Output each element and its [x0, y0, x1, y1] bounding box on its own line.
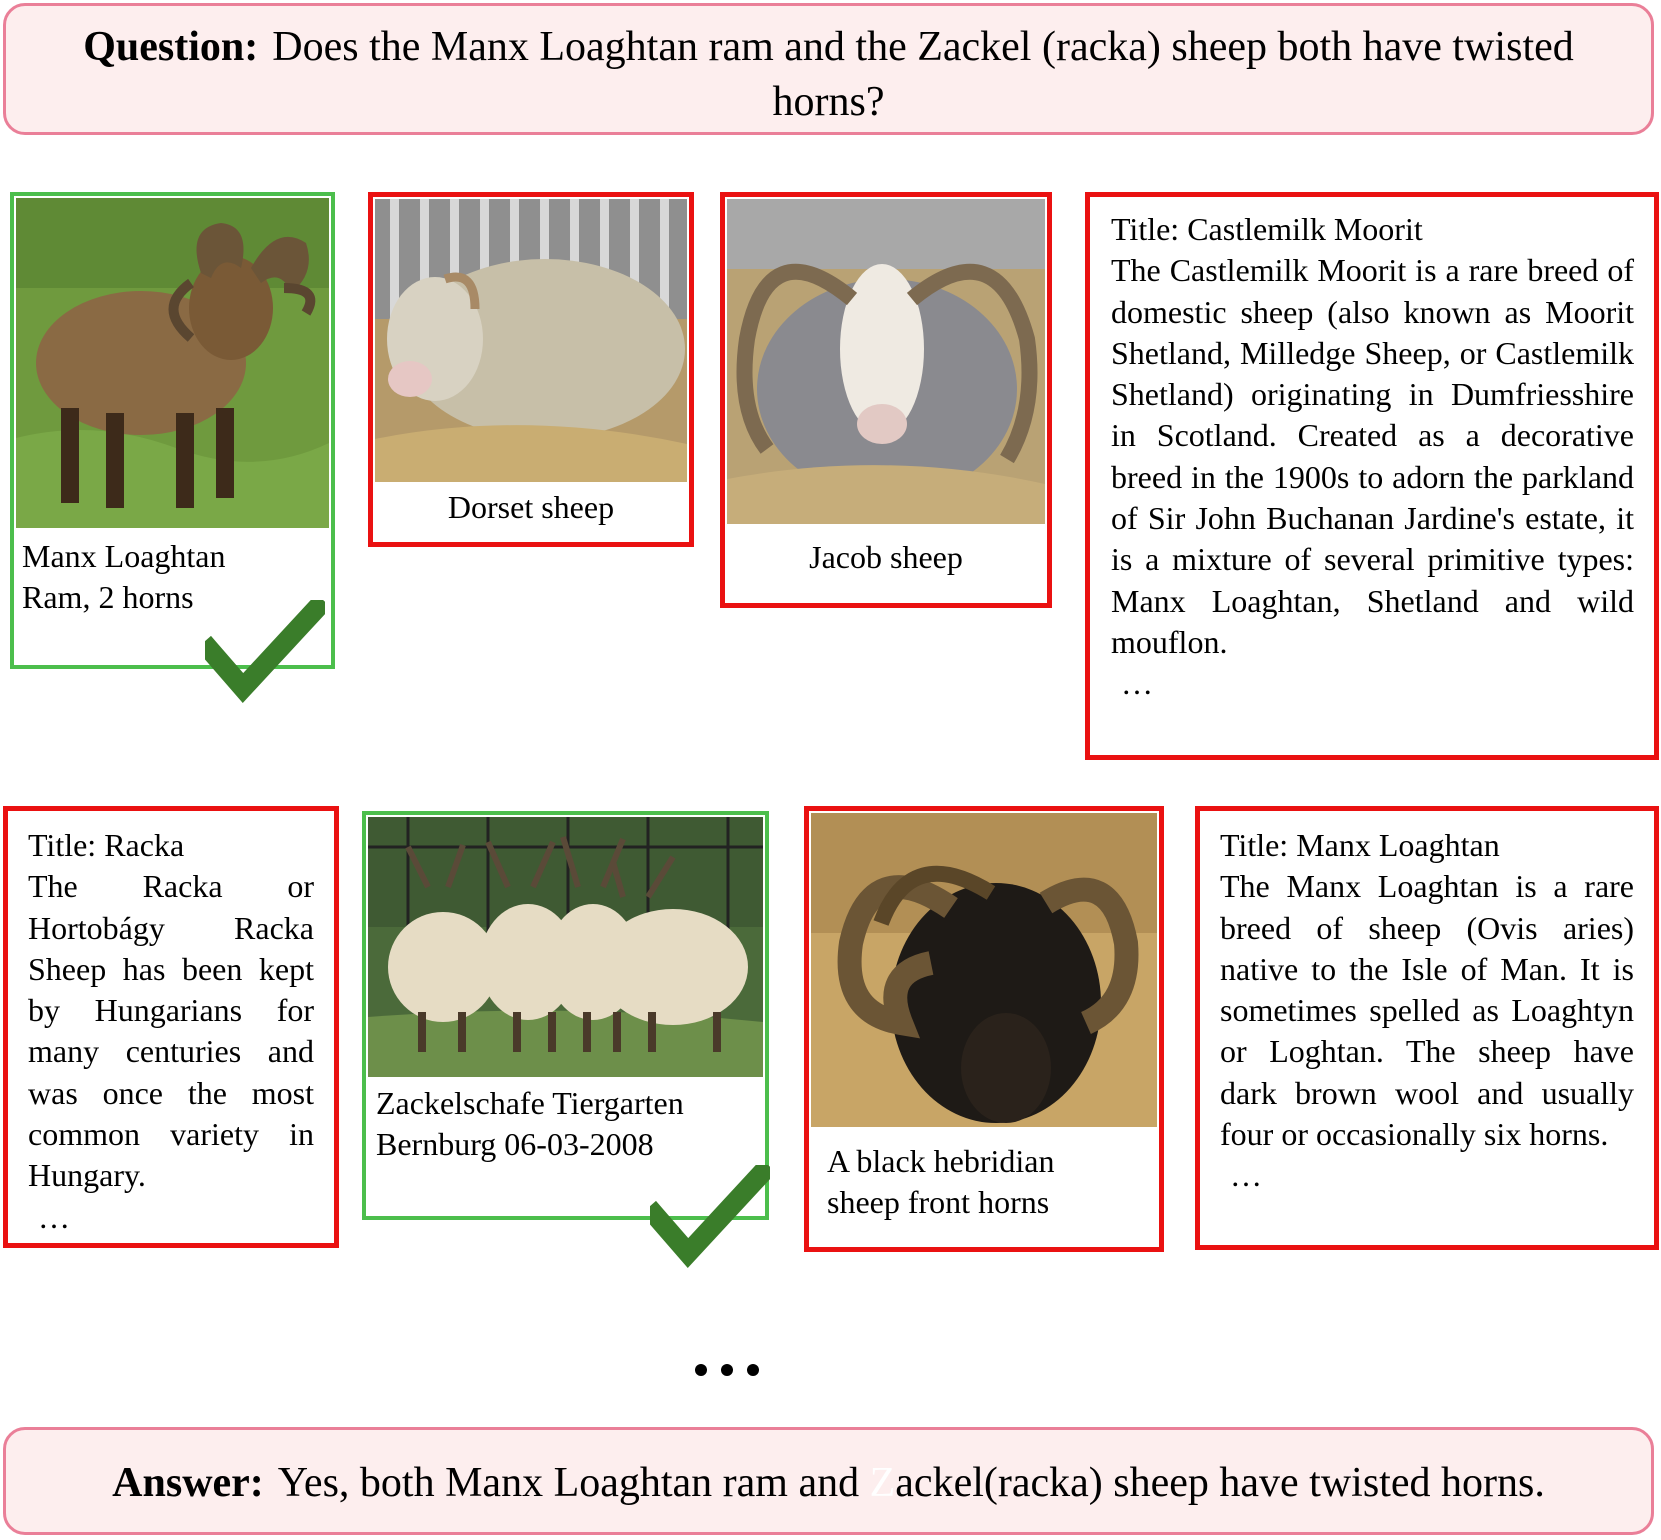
card-jacob: [720, 192, 1052, 608]
castlemilk-body: The Castlemilk Moorit is a rare breed of domestic sheep (also known as Moorit Shetland, Milledge Sheep, or Castlemilk Shetland) originating in Dumfriesshire in Scotland. Created as a decorative breed in the 1900s to adorn the parkland of Sir John Buchanan Jardine's estate, it is a mixture of several primitive types: Manx Loaghtan, Shetland and wild mouflon.: [1111, 252, 1634, 660]
answer-text-end: ackel(racka) sheep have twisted horns.: [895, 1460, 1545, 1506]
card-dorset: [368, 192, 694, 547]
answer-box: [3, 1427, 1654, 1535]
manx-text-title: Title: Manx Loaghtan: [1220, 827, 1500, 863]
card-zackel: [362, 811, 769, 1220]
zackel-caption-line1: Zackelschafe Tiergarten: [376, 1085, 684, 1121]
hebridian-caption-line1: A black hebridian: [827, 1143, 1055, 1179]
zackel-caption: [376, 1083, 684, 1165]
jacob-photo: [727, 199, 1045, 524]
manx-ram-caption-line1: Manx Loaghtan: [22, 538, 226, 574]
card-castlemilk: [1085, 192, 1659, 760]
manx-text-body: The Manx Loaghtan is a rare breed of sheep (Ovis aries) native to the Isle of Man. It is sometimes spelled as Loaghtyn or Loghtan. The sheep have dark brown wool and usually four or occasionally six horns.: [1220, 868, 1634, 1153]
dorset-caption: Dorset sheep: [447, 489, 615, 525]
hebridian-photo: [811, 813, 1157, 1127]
question-text: Does the Manx Loaghtan ram and the Zackel (racka) sheep both have twisted horns?: [272, 24, 1574, 125]
answer-label: Answer:: [112, 1460, 264, 1506]
racka-title: Title: Racka: [28, 827, 185, 863]
castlemilk-title: Title: Castlemilk Moorit: [1111, 211, 1423, 247]
manx-text-ellipsis: …: [1230, 1157, 1262, 1194]
manx-ram-photo: [16, 198, 329, 528]
manx-ram-caption: [22, 536, 226, 618]
manx-text: [1220, 825, 1634, 1197]
card-manx-text: [1195, 806, 1659, 1250]
hebridian-caption-line2: sheep front horns: [827, 1184, 1050, 1220]
hebridian-caption: [827, 1141, 1054, 1223]
zackel-caption-line2: Bernburg 06-03-2008: [376, 1126, 654, 1162]
question-label: Question:: [83, 24, 259, 70]
racka-text: [28, 825, 314, 1238]
checkmark-icon: [650, 1165, 770, 1275]
checkmark-icon: [205, 600, 325, 710]
dorset-photo: [375, 199, 687, 482]
manx-ram-caption-line2: Ram, 2 horns: [22, 579, 194, 615]
more-results-ellipsis-icon: [693, 1360, 773, 1380]
card-manx-ram: [10, 192, 335, 669]
answer-hidden-char: Z: [869, 1460, 896, 1506]
racka-ellipsis: …: [38, 1198, 70, 1235]
jacob-caption: Jacob sheep: [809, 539, 963, 575]
racka-body: The Racka or Hortobágy Racka Sheep has been kept by Hungarians for many centuries and was once the most common variety in Hungary.: [28, 868, 314, 1194]
card-hebridian: [804, 806, 1164, 1252]
question-box: [3, 3, 1654, 135]
answer-text-start: Yes, both Manx Loaghtan ram and: [277, 1460, 870, 1506]
card-racka: [3, 806, 339, 1248]
castlemilk-text: [1111, 209, 1634, 705]
zackel-photo: [368, 817, 763, 1077]
castlemilk-ellipsis: …: [1121, 665, 1153, 702]
